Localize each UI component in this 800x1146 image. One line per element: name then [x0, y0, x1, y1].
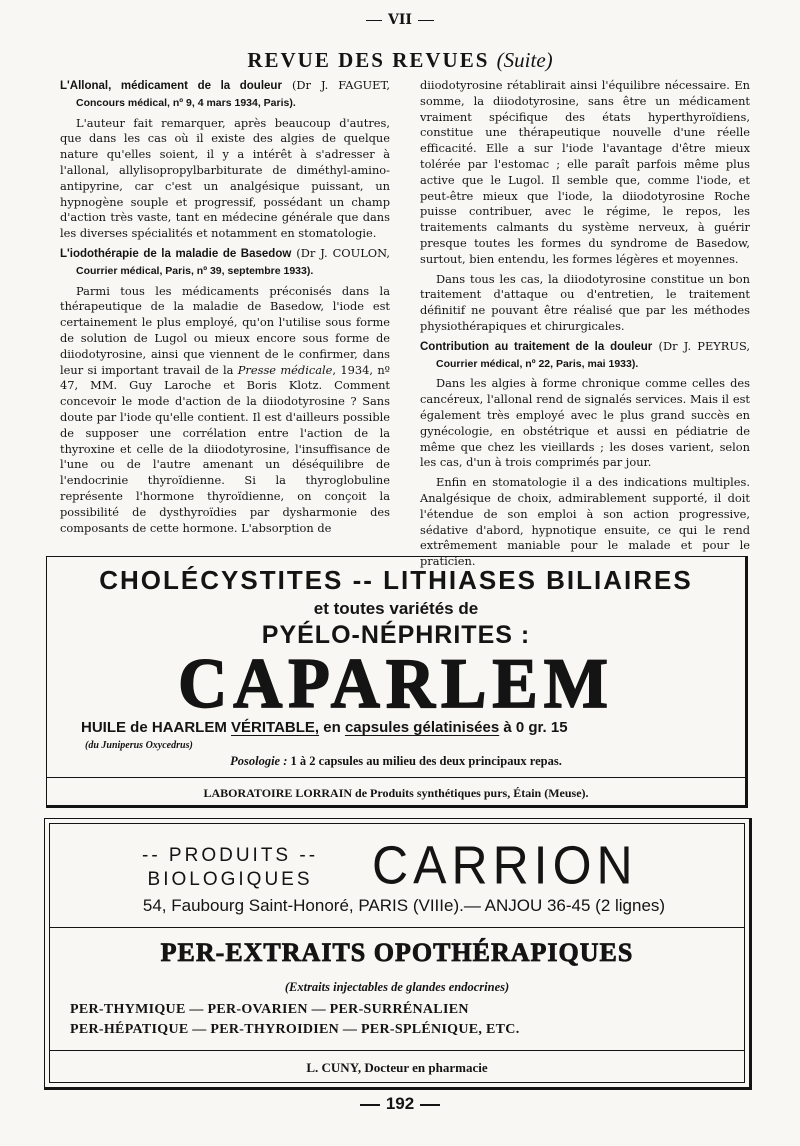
left-column	[60, 78, 390, 548]
roman-page-number: VII	[0, 12, 800, 28]
ad-latin-name: (du Juniperus Oxycedrus)	[85, 740, 193, 751]
section-suite: (Suite)	[496, 48, 553, 72]
article-title: Contribution au traitement de la douleur (Dr J. PEYRUS, Courrier médical, nº 22, Paris, mai 1933).	[420, 338, 750, 370]
ad-pharmacist: L. CUNY, Docteur en pharmacie	[306, 1060, 488, 1075]
right-column	[420, 78, 750, 569]
ad-laboratory: LABORATOIRE LORRAIN de Produits synthétiques purs, Étain (Meuse).	[203, 786, 589, 800]
ad-headline: PER-EXTRAITS OPOTHÉRAPIQUES	[160, 938, 634, 967]
ad-headline: CHOLÉCYSTITES -- LITHIASES BILIAIRES	[99, 565, 693, 595]
ad-posologie: Posologie : 1 à 2 capsules au milieu des deux principaux repas.	[230, 754, 562, 768]
article-body: L'auteur fait remarquer, après beaucoup d'autres, que dans les cas où il existe des algies de quelque nature qu'elles soient, il y a intérêt à s'adresser à l'allonal, allylisopropylbarbiturate de diméthyl-amino-antipyrine, car c'est un analgésique puissant, un hypnogène souple et progressif, possédant un champ d'action très vaste, tant en médecine générale que dans les diverses spécialités et notamment en stomatologie.	[60, 115, 390, 241]
ad-subline: et toutes variétés de	[313, 599, 479, 618]
article-title: L'Allonal, médicament de la douleur (Dr J. FAGUET, Concours médical, nº 9, 4 mars 1934, Paris).	[60, 78, 390, 109]
ad-divider	[50, 927, 744, 928]
ad-produits-biologiques: -- PRODUITS -- BIOLOGIQUES	[142, 845, 319, 890]
article-body: Dans tous les cas, la diiodotyrosine constitue un bon traitement d'attaque ou d'entretien, le traitement définitif ne pouvant être réalisé que par les méthodes physiothérapiques et chirurgicales.	[420, 271, 750, 333]
ad-brand: CARRION	[372, 834, 638, 896]
ad-product-list: PER-HÉPATIQUE — PER-THYROIDIEN — PER-SPLÉNIQUE, ETC.	[70, 1022, 520, 1037]
ad-divider	[50, 1050, 744, 1051]
carrion-advertisement	[44, 818, 752, 1090]
page-number: 192	[0, 1094, 800, 1114]
ad-divider	[47, 777, 745, 778]
caparlem-advertisement	[46, 556, 748, 808]
carrion-inner-frame	[49, 823, 745, 1083]
ad-brand: CAPARLEM	[178, 643, 614, 723]
article-columns	[60, 78, 750, 569]
section-title	[0, 48, 800, 73]
article-title: L'iodothérapie de la maladie de Basedow (Dr J. COULON, Courrier médical, Paris, nº 39, septembre 1933).	[60, 245, 390, 277]
article-body: Dans les algies à forme chronique comme celles des cancéreux, l'allonal rend de signalés services. Mais il est également très employé avec le plus grand succès en gynécologie, en obstétrique et aussi en pédiatrie de même que chez les vieillards ; les doses varient, selon les cas, d'un à trois comprimés par jour.	[420, 376, 750, 470]
ad-product-line: HUILE de HAARLEM VÉRITABLE, en capsules gélatinisées à 0 gr. 15	[81, 719, 568, 736]
ad-headline-2: PYÉLO-NÉPHRITES :	[261, 621, 531, 649]
ad-product-list: PER-THYMIQUE — PER-OVARIEN — PER-SURRÉNALIEN	[70, 1002, 469, 1017]
ad-address: 54, Faubourg Saint-Honoré, PARIS (VIIIe).— ANJOU 36-45 (2 lignes)	[142, 896, 666, 915]
ad-subline: (Extraits injectables de glandes endocrines)	[284, 980, 510, 994]
article-body: diiodotyrosine rétablirait ainsi l'équilibre nécessaire. En somme, la diiodotyrosine, sans être un médicament vraiment spécifique des états hyperthyroïdiens, constitue une thérapeutique nouvelle d'une réelle efficacité. Elle a sur l'iode l'avantage d'être mieux tolérée par l'estomac ; elle paraît parfois même plus active que le Lugol. Il semble que, comme l'iode, et peut-être mieux que l'iode, la diiodotyrosine Roche puisse contribuer, avec le régime, le repos, les traitements calmants du système nerveux, à guérir presque toutes les formes du syndrome de Basedow, surtout, bien entendu, les formes légères et moyennes.	[420, 78, 750, 266]
article-body: Enfin en stomatologie il a des indications multiples. Analgésique de choix, admirablement supporté, il doit l'étendue de son emploi à son action progressive, sédative d'abord, hypnotique ensuite, ce qui le rend extrêmement maniable pour le malade et pour le praticien.	[420, 475, 750, 569]
article-body: Parmi tous les médicaments préconisés dans la thérapeutique de la maladie de Basedow, l'iode est certainement le plus employé, qu'on l'utilise sous forme de solution de Lugol ou mieux encore sous forme de diiodotyrosine, ainsi que viennent de le confirmer, dans leur si important travail de la Presse médicale, 1934, nº 47, MM. Guy Laroche et Boris Klotz. Comment concevoir le mode d'action de la diiodotyrosine ? Sans doute par l'iode qu'elle contient. Il est d'ailleurs possible de supposer une corrélation entre l'action de la thyroxine et celle de la diiodotyrosine, l'insuffisance de l'une ou de l'autre amenant un déséquilibre de l'endocrinie thyroïdienne. Si la thyroglobuline représente l'hormone thyroïdienne, on conçoit la possibilité de dysthyroïdies par dysharmonie des composants de cette hormone. L'absorption de	[60, 283, 391, 535]
section-title-text: REVUE DES REVUES	[247, 48, 490, 72]
